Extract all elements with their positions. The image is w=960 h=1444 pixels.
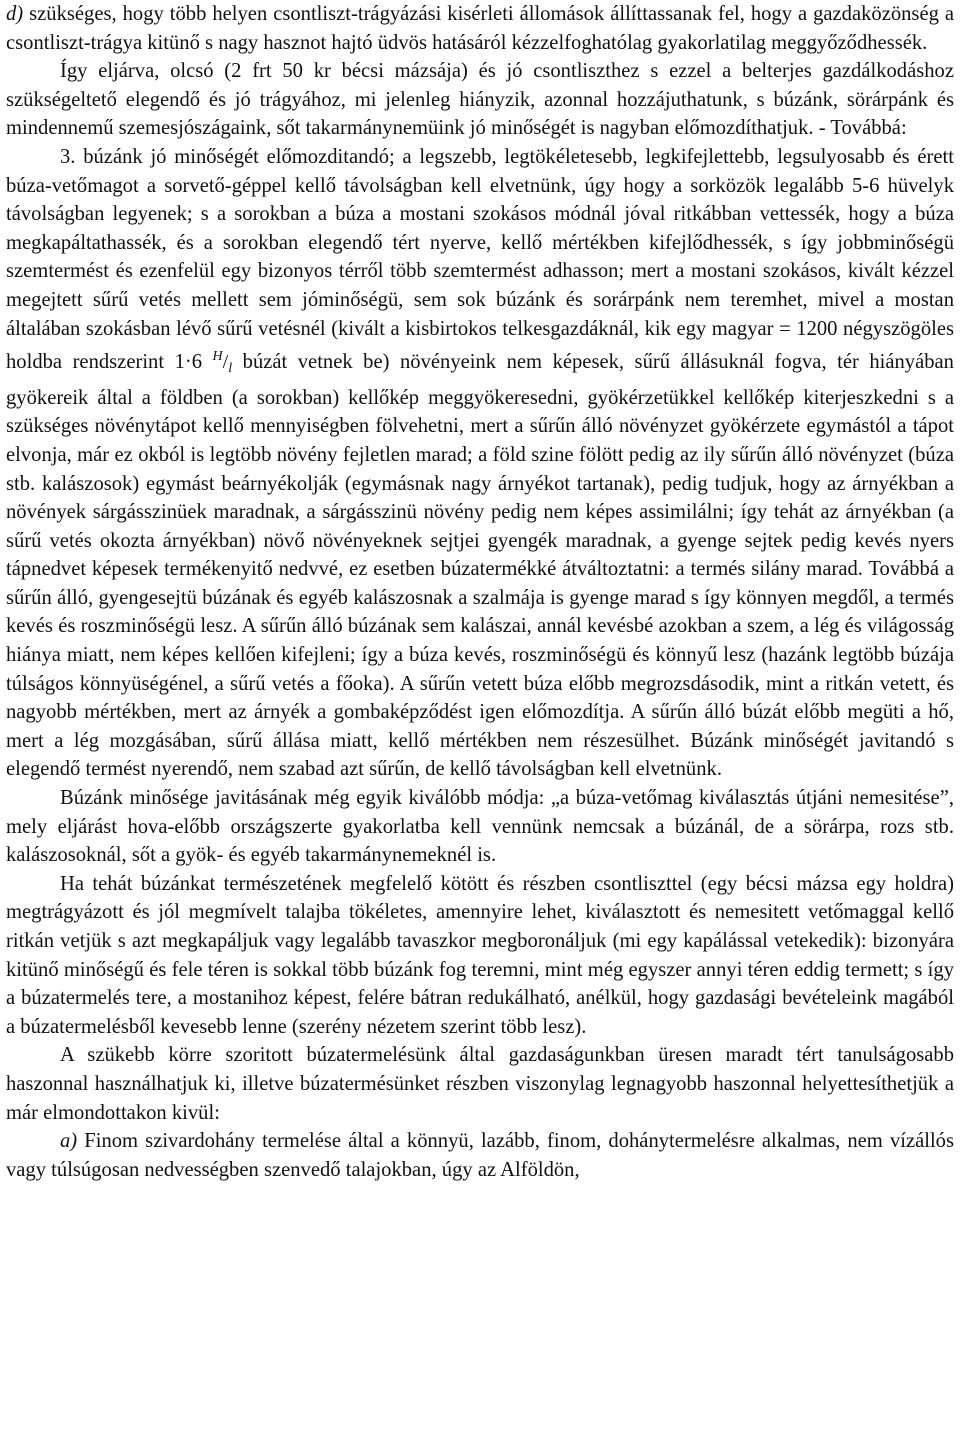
paragraph-buzank-minosege [6,784,954,870]
paragraph-d [6,0,954,57]
paragraph-3-text-before: 3. búzánk jó minőségét előmozditandó; a legszebb, legtökéletesebb, legkifejlettebb, legsulyosabb és érett búza-vetőmagot a sorvető-géppel kellő távolságban kell elvetnünk, úgy hogy a sorközök legalább 5-6 hüvelyk távolságban legyenek; s a sorokban a búza a mostani szokásos módnál jóval ritkábban vettessék, hogy a búza megkapáltathassék, és a sorokban elegendő tért nyerve, kellő mértékben kifejlődhessék, s így jobbminőségü szemtermést és ezenfelül egy bizonyos térről több szemtermést adhasson; mert a mostani szokásos, kivált kézzel megejtett sűrű vetés mellett sem jóminőségü, sem sok búzánk és sorárpánk nem teremhet, mivel a mostan általában szokásban lévő sűrű vetésnél (kivált a kisbirtokos telkesgazdáknál, kik egy magyar = 1200 négyszögöles holdba rendszerint 1·6 [6,145,954,374]
fraction-slash: / [222,351,229,374]
paragraph-a-finom-szivardohany [6,1127,954,1184]
paragraph-ha-tehat [6,870,954,1042]
paragraph-buzank-minosege-text: Búzánk minősége javitásának még egyik kiválóbb módja: „a búza-vetőmag kiválasztás útjáni nemesitése”, mely eljárást hova-előbb országszerte gyakorlatba kell vennünk nemcsak a búzánál, de a sörárpa, rozs stb. kalászosoknál, sőt a gyök- és egyéb takarmánynemeknél is. [6,787,954,867]
fraction-denominator: l [228,361,233,377]
paragraph-3-buzank [6,143,954,784]
paragraph-ha-tehat-text: Ha tehát búzánkat természetének megfelelő kötött és részben csontliszttel (egy bécsi mázsa egy holdra) megtrágyázott és jól megmívelt talajba tökéletes, amennyire lehet, kiválasztott és nemesitett vetőmaggal kellő ritkán vetjük s azt megkapáljuk vagy legalább tavaszkor megboronáljuk (mi egy kapálással vetekedik): bizonyára kitünő minőségű és fele téren is sokkal több búzánk fog teremni, mint még egyszer annyi téren eddig termett; s így a búzatermelés tere, a mostanihoz képest, felére bátran redukálható, anélkül, hogy gazdasági bevételeink magából a búzatermelésből kevesebb lenne (szerény nézetem szerint több lesz). [6,872,954,1038]
fraction-numerator: H [212,349,223,365]
paragraph-szukebb-korre-text: A szükebb körre szoritott búzatermelésünk által gazdaságunkban üresen maradt tért tanulságosabb haszonnal használhatjuk ki, illetve búzatermésünket részben viszonylag legnagyobb haszonnal helyettesíthetjük a már elmondottakon kivül: [6,1044,954,1124]
paragraph-igy-eljarva-text: Így eljárva, olcsó (2 frt 50 kr bécsi mázsája) és jó csontliszthez s ezzel a belterjes gazdálkodáshoz szükségeltető elegendő és jó trágyához, mi jelenleg hiányzik, azonnal hozzájuthatunk, s búzánk, sörárpánk és mindennemű szemesjószágaink, sőt takarmánynemüink jó minőségét is nagyban előmozdíthatjuk. - Továbbá: [6,60,954,140]
paragraph-igy-eljarva [6,57,954,143]
paragraph-3-text-after: búzát vetnek be) növényeink nem képesek, sűrű állásuknál fogva, tér hiányában gyökereik által a földben (a sorokban) kellőkép meggyökeresedni, gyökérzetükkel kellőkép kiterjeszkedni s a szükséges növénytápot kellő mennyiségben fölvehetni, mert a sűrűn álló növényzet gyökérzete egymástól a tápot elvonja, már ez okból is legtöbb növény fejletlen marad; a föld szine fölött pedig az ily sűrűn álló növényzet (búza stb. kalászosok) egymást beárnyékolják (egymásnak nagy árnyékot tartanak), pedig tudjuk, hogy az árnyékban a növények sárgásszinüek maradnak, a sárgásszinü növény pedig nem képes assimilálni; így tehát az árnyékban (a sűrű vetés okozta árnyékban) növő növényeknek sejtjei gyengék maradnak, a gyenge sejtek pedig kevés nyers tápnedvet képesek termékenyitő nedvvé, ez esetben búzatermékké átváltoztatni: a termés silány marad. Továbbá a sűrűn álló, gyengesejtü búzának és egyéb kalászosnak a szalmája is gyenge marad s így könnyen megdől, a termés kevés és roszminőségü lesz. A sűrűn álló búzának sem kalászai, annál kevésbé azokban a szem, a lég és világosság hiánya miatt, nem képes kellően kifejleni; így a búza kevés, roszminőségü és könnyű lesz (hazánk legtöbb búzája túlságos könnyüségénel, a sűrű vetés a főoka). A sűrűn vetett búza előbb megrozsdásodik, mint a ritkán vetett, és nagyobb mértékben, mert az árnyék a gombaképződést igen előmozdítja. A sűrűn álló búzát előbb megüti a hő, mert a lég mozgásában, sűrű állása miatt, kellő mértékben nem részesülhet. Búzánk minőségét javitandó s elegendő termést nyerendő, nem szabad azt sűrűn, de kellő távolságban kell elvetnünk. [6,351,954,781]
list-marker-a: a) [60,1130,78,1153]
list-marker-d: d) [6,3,24,25]
paragraph-d-text: szükséges, hogy több helyen csontliszt-trágyázási kisérleti állomások állíttassanak fel, hogy a gazdaközönség a csontliszt-trágya kitünő s nagy hasznot hajtó üdvös hatásáról kézzelfoghatólag gyakorlatilag meggyőződhessék. [6,3,954,54]
paragraph-a-text: Finom szivardohány termelése által a könnyü, lazább, finom, dohánytermelésre alkalmas, nem vízállós vagy túlsúgosan nedvességben szenvedő talajokban, úgy az Alföldön, [6,1130,954,1181]
paragraph-szukebb-korre [6,1041,954,1127]
